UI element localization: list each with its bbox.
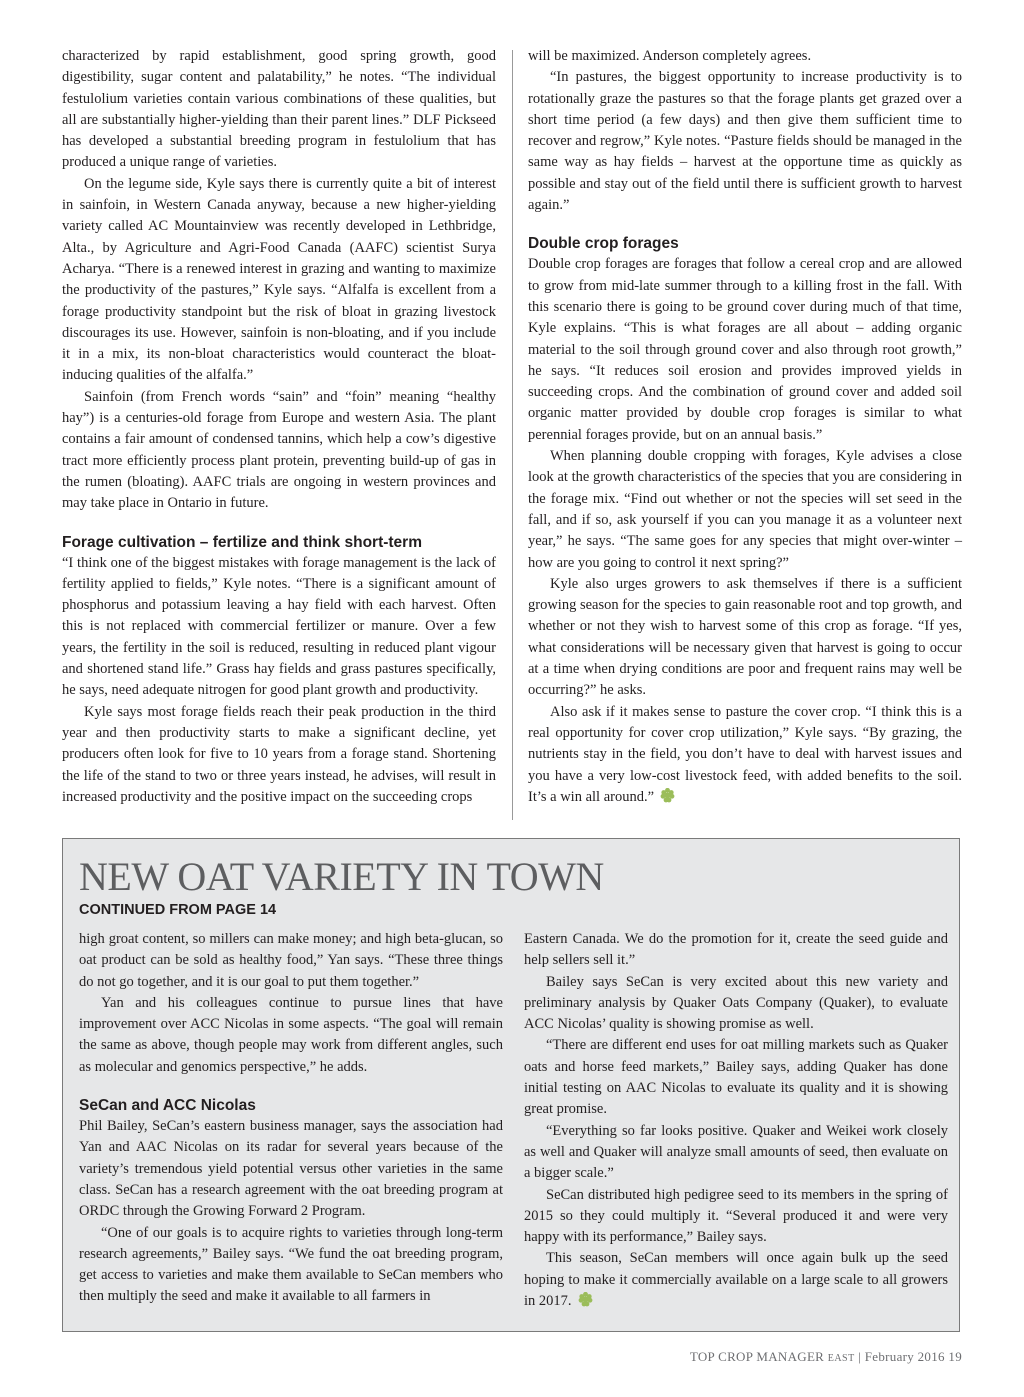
- column-divider: [512, 50, 513, 820]
- page-footer: [690, 1349, 962, 1365]
- paragraph-text: Kyle also urges growers to ask themselves if there is a sufficient growing season for the species to gain reasonable root and top growth, and whether or not they wish to harvest some of this crop as forage. “If yes, what considerations will be necessary given that harvest is going to occur at a time when drying conditions are poor and frequent rains may well be occurring?” he asks.: [528, 575, 962, 699]
- paragraph-text: “There are different end uses for oat milling markets such as Quaker oats and horse feed markets,” Bailey says, adding Quaker has done initial testing on AAC Nicolas to evaluate its quality and it is showing great promise.: [524, 1037, 948, 1118]
- body-paragraph: [62, 553, 496, 702]
- paragraph-text: Bailey says SeCan is very excited about this new variety and preliminary analysis by Quaker Oats Company (Quaker), to evaluate ACC Nicolas’ quality is showing promise as well.: [524, 973, 948, 1033]
- section-heading: [62, 532, 496, 553]
- body-paragraph: [524, 1121, 948, 1185]
- body-paragraph: [62, 46, 496, 174]
- sidebar-left-column: [79, 929, 503, 1308]
- section-heading: [528, 233, 962, 254]
- body-paragraph: [528, 574, 962, 702]
- paragraph-text: high groat content, so millers can make money; and high beta-glucan, so oat product can be sold as healthy food,” Yan says. “These three things do not go together, and it is our goal to put them together.”: [79, 931, 503, 990]
- body-paragraph: [79, 1223, 503, 1308]
- footer-edition: EAST: [827, 1353, 855, 1364]
- body-paragraph: [79, 1116, 503, 1222]
- heading-text: Double crop forages: [528, 235, 679, 253]
- paragraph-text: Eastern Canada. We do the promotion for it, create the seed guide and help sellers sell it.”: [524, 931, 948, 969]
- footer-publication: TOP CROP MANAGER: [689, 1349, 825, 1364]
- sidebar-continued-label: CONTINUED FROM PAGE 14: [79, 902, 277, 918]
- sidebar-box: [62, 838, 960, 1332]
- footer-page-number: 19: [948, 1349, 962, 1364]
- body-paragraph: [528, 254, 962, 446]
- article-left-column: [62, 46, 496, 808]
- paragraph-text: On the legume side, Kyle says there is currently quite a bit of interest in sainfoin, in Western Canada anyway, because a new higher-yielding variety called AC Mountainview was recently developed in Lethbridge, Alta., by Agriculture and Agri-Food Canada (AAFC) scientist Surya Acharya. “There is a renewed interest in grazing and wanting to maximize the productivity of the pastures,” Kyle says. “Alfalfa is excellent from a forage productivity standpoint but the risk of bloat in grazing livestock discourages its use. However, sainfoin is non-bloating, and if you include it in a mix, its non-bloat characteristics would counteract the bloat-inducing qualities of the alfalfa.”: [62, 175, 496, 384]
- body-paragraph: [528, 446, 962, 574]
- paragraph-text: Sainfoin (from French words “sain” and “foin” meaning “healthy hay”) is a centuries-old forage from Europe and western Asia. The plant contains a fair amount of condensed tannins, which help a cow’s digestive tract more efficiently process plant protein, preventing build-up of gas in the rumen (bloating). AAFC trials are ongoing in western provinces and may take place in Ontario in future.: [62, 388, 496, 512]
- body-paragraph: [62, 387, 496, 515]
- body-paragraph: [524, 929, 948, 972]
- leaf-end-icon: [578, 1292, 593, 1307]
- sidebar-title: NEW OAT VARIETY IN TOWN: [79, 854, 604, 899]
- paragraph-text: When planning double cropping with forages, Kyle advises a close look at the growth characteristics of the species that you are considering in the forage mix. “Find out whether or not the species will set seed in the fall, and if so, ask yourself if you can you manage it as a volunteer next year,” he says. “The same goes for any species that might over-winter – how are you going to control it next spring?”: [528, 448, 962, 571]
- body-paragraph: [79, 929, 503, 993]
- article-right-column: [528, 46, 962, 808]
- paragraph-text: Yan and his colleagues continue to pursue lines that have improvement over ACC Nicolas in some aspects. “The goal will remain the same as above, though people may work from different angles, such as molecular and genomics perspective,” he adds.: [79, 994, 503, 1075]
- body-paragraph: [528, 46, 962, 67]
- paragraph-text: This season, SeCan members will once again bulk up the seed hoping to make it commercially available on a large scale to all growers in 2017.: [524, 1250, 948, 1310]
- body-paragraph: [528, 67, 962, 216]
- paragraph-text: characterized by rapid establishment, good spring growth, good digestibility, sugar content and palatability,” he notes. “The individual festulolium varieties contain various combinations of these qualities, but all are substantially higher-yielding than their parent lines.” DLF Pickseed has developed a substantial breeding program in festulolium that has produced a unique range of varieties.: [62, 48, 496, 171]
- sidebar-right-column: [524, 929, 948, 1312]
- heading-text: SeCan and ACC Nicolas: [79, 1097, 256, 1115]
- paragraph-text: Kyle says most forage fields reach their peak production in the third year and then productivity starts to make a significant decline, yet producers often look for five to 10 years from a forage stand. Shortening the life of the stand to two or three years instead, he advises, will result in increased productivity and the positive impact on the succeeding crops: [62, 703, 496, 805]
- body-paragraph: [62, 702, 496, 808]
- paragraph-text: “In pastures, the biggest opportunity to increase productivity is to rotationally graze the pastures so that the forage plants get grazed over a short time period (a few days) and then give them sufficient time to recover and regrow,” Kyle notes. “Pasture fields should be managed in the same way as hay fields – harvest at the opportune time as quickly as possible and stay out of the field until there is sufficient growth to harvest again.”: [528, 69, 962, 214]
- body-paragraph: [524, 972, 948, 1036]
- paragraph-text: Also ask if it makes sense to pasture the cover crop. “I think this is a real opportunity for cover crop utilization,” Kyle says. “By grazing, the nutrients stay in the field, you don’t have to deal with harvest issues and you have a very low-cost livestock feed, with added benefits to the soil. It’s a win all around.”: [528, 703, 962, 805]
- body-paragraph: [79, 993, 503, 1078]
- section-heading: [79, 1095, 503, 1116]
- paragraph-text: will be maximized. Anderson completely agrees.: [528, 48, 812, 64]
- body-paragraph: [524, 1035, 948, 1120]
- paragraph-text: “I think one of the biggest mistakes with forage management is the lack of fertility applied to fields,” Kyle notes. “There is a significant amount of phosphorus and potassium leaving a hay field with each harvest. Often this is not replaced with commercial fertilizer or manure. Over a few years, the fertility in the soil is reduced, resulting in reduced plant vigour and shortened stand life.” Grass hay fields and grass pastures specifically, he says, need adequate nitrogen for good plant growth and productivity.: [62, 554, 496, 699]
- paragraph-text: “One of our goals is to acquire rights to varieties through long-term research agreements,” Bailey says. “We fund the oat breeding program, get access to varieties and make them available to SeCan members who then multiply the seed and make it available to all farmers in: [79, 1224, 503, 1305]
- heading-text: Forage cultivation – fertilize and think short-term: [62, 533, 422, 551]
- paragraph-text: Phil Bailey, SeCan’s eastern business manager, says the association had Yan and AAC Nicolas on its radar for several years because of the variety’s tremendous yield potential versus other varieties in the same class. SeCan has a research agreement with the oat breeding program at ORDC through the Growing Forward 2 Program.: [79, 1118, 503, 1220]
- paragraph-text: “Everything so far looks positive. Quaker and Weikei work closely as well and Quaker will analyze small amounts of seed, then evaluate on a bigger scale.”: [524, 1122, 948, 1182]
- body-paragraph: [62, 174, 496, 387]
- paragraph-text: SeCan distributed high pedigree seed to its members in the spring of 2015 so they could multiply it. “Several produced it and were very happy with its performance,” Bailey says.: [524, 1186, 948, 1246]
- footer-date: February 2016: [864, 1349, 945, 1364]
- body-paragraph: [524, 1248, 948, 1312]
- body-paragraph: [528, 702, 962, 808]
- footer-separator: |: [858, 1349, 862, 1364]
- body-paragraph: [524, 1185, 948, 1249]
- paragraph-text: Double crop forages are forages that follow a cereal crop and are allowed to grow from mid-late summer through to a killing frost in the fall. With this scenario there is going to be ground cover during much of that time, Kyle explains. “This is what forages are all about – adding organic material to the soil through ground cover and also through root growth,” he says. “It reduces soil erosion and provides improved yields in succeeding crops. And the combination of ground cover and added soil organic matter provided by double crop forages is similar to what perennial forages provide, but on an annual basis.”: [528, 256, 962, 443]
- leaf-end-icon: [660, 788, 675, 803]
